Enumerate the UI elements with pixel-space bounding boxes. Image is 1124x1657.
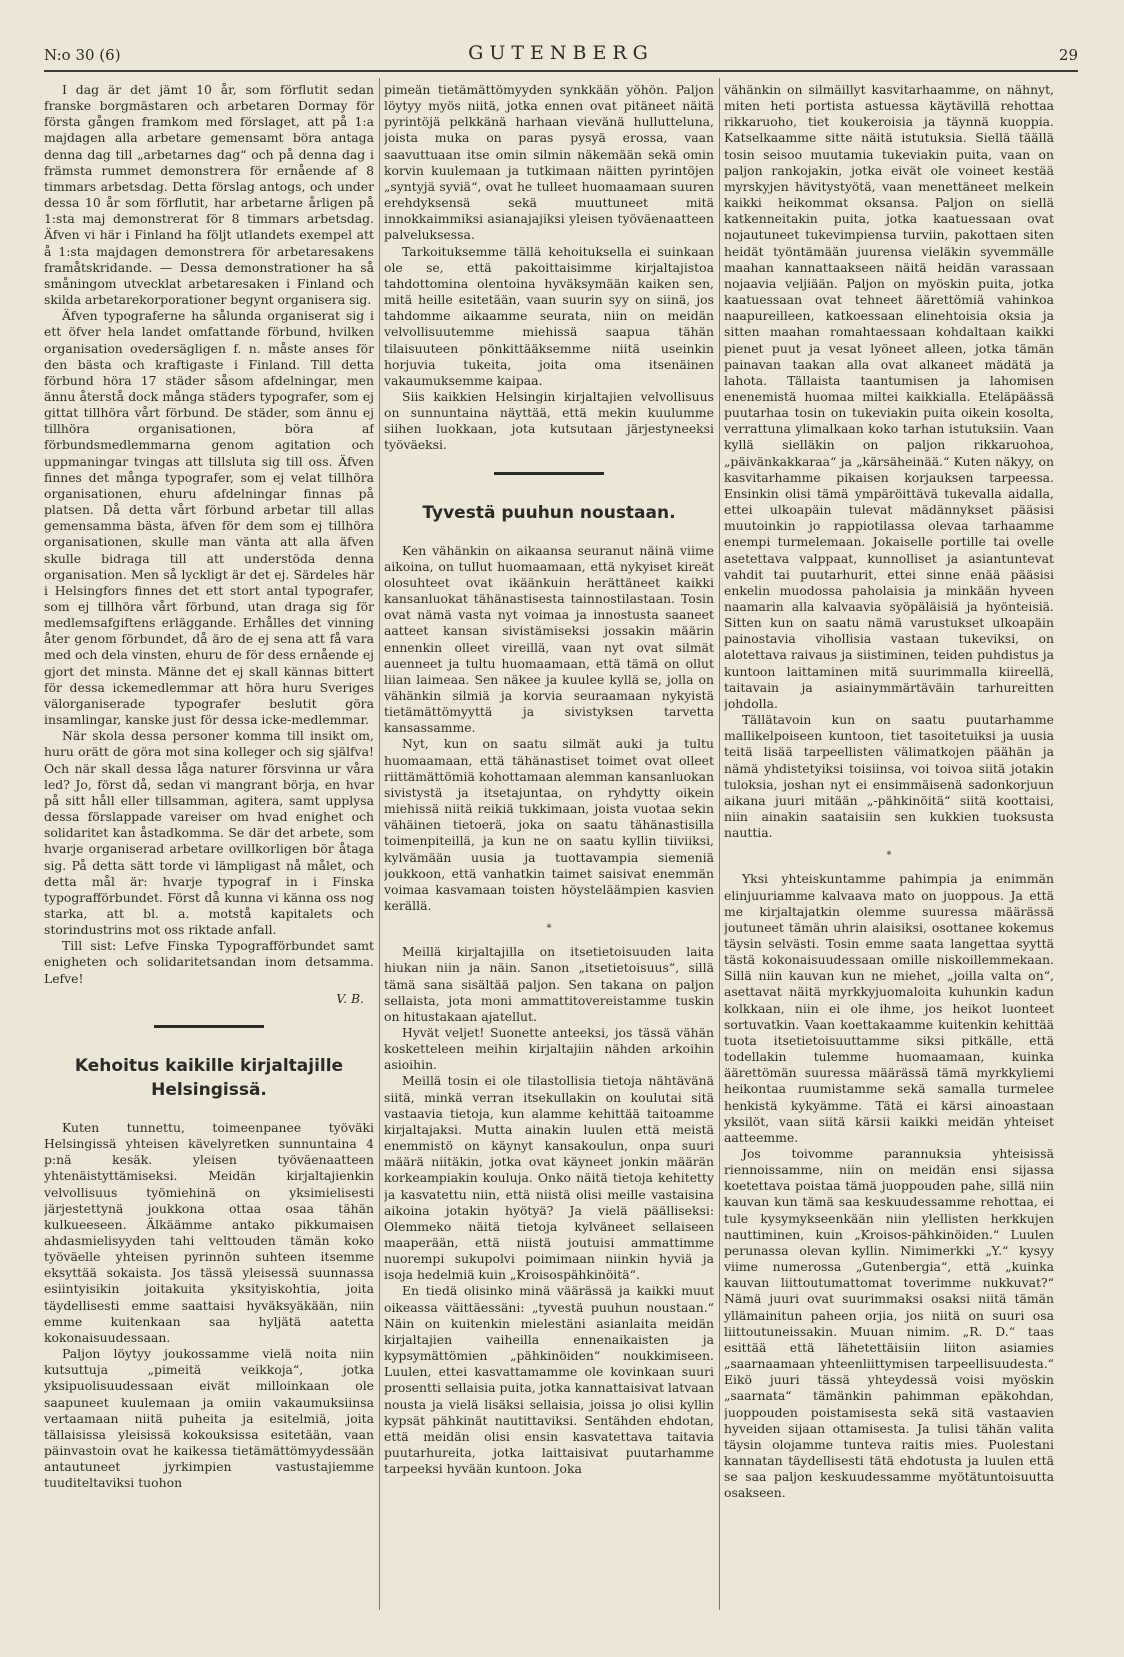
article-paragraph: Yksi yhteiskuntamme pahimpia ja enimmän elinjuuriamme kalvaava mato on juoppous. Ja että me kirjaltajatkin olemme suuressa määrässä joutuneet tämän uhrin alaisiksi, osottanee kokemus täysin selvästi. Tosin emme saata langettaa syyttä tästä kokonaisuudessaan omille niskoillemmekaan. Sillä niin kauvan kun ne miehet, „joilla valta on“, asettavat näitä myrkkyjuomaloita kuhunkin kadun kolkkaan, niin ei ole ihme, jos heikot luonteet sortuvatkin. Vaan koettakaamme kuitenkin kehittää tuota itsetietoisuuttamme siksi pitkälle, että todellakin tulemme huomaamaan, kuinka äärettömän suuressa määrässä tämä myrkkyliemi heikontaa ruumistamme sekä samalla turmelee henkistä kykyämme. Tätä ei kärsi ainoastaan yksilöt, vaan siitä kärsii kaikki meidän yhteiset aatteemme. bbox=[724, 871, 1054, 1145]
article-signature: V. B. bbox=[336, 990, 364, 1006]
article-title: Tyvestä puuhun noustaan. bbox=[422, 502, 676, 523]
article-paragraph: Äfven typograferne ha sålunda organiserat sig i ett öfver hela landet omfattande förbund, hvilken organisation ovedersägligen f. n. måste anses för den bästa och kraftigaste i Finland. Till detta förbund höra 17 städer såsom afdelningar, men ännu återstå dock många städers typografer, som ej gittat tillhöra vårt förbund. De städer, som ännu ej tillhöra organisationen, böra af förbundsmedlemmarna genom agitation och uppmaningar tvingas att tillsluta sig till oss. Äfven finnes det många typografer, som ej velat tillhöra organisationen, ehuru afdelningar finnas på platsen. Då detta vårt förbund arbetar till allas gemensamma bästa, äfven för dem som ej tillhöra organisationen, skulle man vänta att alla äfven skulle bidraga till att understöda denna organisation. Men så lyckligt är det ej. Särdeles här i Helsingfors finnes det ett stort antal typografer, som ej tillhöra vårt förbund, utan draga sig för medlemsafgiftens erläggande. Erhålles det vinning åter genom förbundet, då äro de ej sena att få vara med och dela vinsten, ehuru de för dess ernående ej gjort det minsta. Männe det ej skall kännas bittert för dessa ickemedlemmar att höra huru Sveriges välorganiserade typografer beslutit göra insamlingar, kanske just för dessa icke-medlemmar. bbox=[44, 308, 374, 728]
article-paragraph: Nyt, kun on saatu silmät auki ja tultu huomaamaan, että tähänastiset toimet ovat olleet riittämättömiä kohottamaan alemman kansanluokan sivistystä ja itsetajuntaa, on ryhdytty oikein miehissä niitä reikiä tukkimaan, joista vuotaa sekin vähäinen tietoerä, joka on saatu tähänastisilla toimenpiteillä, ja kun ne on saatu kyllin tiiviiksi, kylvämään uusia ja tuottavampia siemeniä joukkoon, että vanhatkin taimet saisivat enemmän voimaa kasvamaan toisten höysteläämpien kasvien kerällä. bbox=[384, 736, 714, 914]
section-star: * bbox=[546, 923, 552, 935]
article-paragraph: Hyvät veljet! Suonette anteeksi, jos tässä vähän kosketteleen meihin kirjaltajiin nähden arkoihin asioihin. bbox=[384, 1024, 714, 1073]
section-rule bbox=[494, 472, 604, 475]
column-divider bbox=[719, 78, 720, 1610]
article-paragraph: Kuten tunnettu, toimeenpanee työväki Helsingissä yhteisen kävelyretken sunnuntaina 4 p:nä kesäk. yleisen työväenaatteen yhtenäistyttämiseksi. Meidän kirjaltajienkin velvollisuus työmiehinä on yksimielisesti järjestettynä joukkona ottaa osaa tähän kulkueeseen. Älkäämme antako pikkumaisen ahdasmielisyyden tahi velttouden tämän koko työväelle yhteisen pyrinnön suhteen itsemme eksyttää sokaista. Jos tässä yleisessä suunnassa esiintyisikin joitakuita yksityiskohtia, joita täydellisesti emme saattaisi hyväksyäkään, niin emme kuitenkaan saa hyljätä aatetta kokonaisuudessaan. bbox=[44, 1119, 374, 1345]
article-paragraph: Tällätavoin kun on saatu puutarhamme mallikelpoiseen kuntoon, tiet tasoitetuiksi ja uusia teitä lisää tarpeellisten välimatkojen päähän ja nämä yhdistetyiksi toisiinsa, voi toivoa siitä jotakin tuloksia, joshan nyt ei ensimmäisenä sadonkorjuun aikana juuri mitään „-pähkinöitä“ siitä koottaisi, niin ainakin saataisiin sen kukkien tuoksusta nauttia. bbox=[724, 712, 1054, 841]
article-paragraph: pimeän tietämättömyyden synkkään yöhön. Paljon löytyy myös niitä, jotka ennen ovat pitäneet näitä pyrintöjä pelkkänä harhaan vievänä hullutteluna, joista muka on paras pysyä erossa, vaan saavuttuaan itse omin silmin näkemään sekä omin korvin kuulemaan ja tutkimaan näitten pyrintöjen „syntyjä syviä“, ovat he tulleet huomaamaan suuren erehdyksensä sekä muuttuneet mitä innokkaimmiksi asianajajiksi yleisen työväenaatteen palveluksessa. bbox=[384, 82, 714, 243]
article-paragraph: Jos toivomme parannuksia yhteisissä riennoissamme, niin on meidän ensi sijassa koetettava poistaa tämä juoppouden pahe, sillä niin kauvan kun tämä saa keskuudessamme rehottaa, ei tule kysymykseenkään niin ylellisten herkkujen nauttiminen, kuin „Kroisos-pähkinöiden.“ Luulen perunassa olevan kyllin. Nimimerkki „Y.“ kysyy viime numerossa „Gutenbergia“, että „kuinka kauvan liittoutumattomat toverimme nukkuvat?“ Nämä juuri ovat suurimmaksi osaksi niitä tämän yllämainitun paheen orjia, jos niitä on suuri osa liittoutuneissakin. Muuan nimim. „R. D.“ taas esittää että lähetettäisiin liiton asiamies „saarnaamaan yhteenliittymisen tarpeellisuudesta.“ Eikö juuri tässä yhteydessä voisi myöskin „saarnata“ tämänkin pahimman epäkohdan, juoppouden poistamisesta sekä sitä vastaavien hyveiden sijaan ottamisesta. Ja tulisi tähän valita täysin olojamme tunteva raitis mies. Puolestani kannatan täydellisesti tätä ehdotusta ja luulen että se saa paljon keskuudessamme myötätuntoisuutta osakseen. bbox=[724, 1146, 1054, 1501]
swedish-article bbox=[44, 82, 374, 1007]
article-paragraph: Tarkoituksemme tällä kehoituksella ei suinkaan ole se, että pakoittaisimme kirjaltajistoa tahdottomina olentoina hyväksymään kaiken sen, mitä heille esitetään, vaan suurin syy on siinä, jos tahdomme aikaamme seurata, niin on meidän velvollisuutemme miehissä saapua tähän tilaisuuteen pönkittääksemme niitä useinkin horjuvia tukeita, joita oma itsenäinen vakaumuksemme kaipaa. bbox=[384, 243, 714, 388]
section-star: * bbox=[886, 850, 892, 862]
article-paragraph: När skola dessa personer komma till insikt om, huru orätt de göra mot sina kolleger och sig själfva! Och när skall dessa låga naturer försvinna ur våra led? Jo, först då, sedan vi mangrant börja, en hvar på sitt håll eller tillsamman, agitera, samt upplysa dessa förslappade vareiser om hvad enighet och solidaritet kan åstadkomma. Se där det arbete, som hvarje organiserad arbetare ovillkorligen bör åtaga sig. På detta sätt torde vi lämpligast nå målet, och detta mål är: hvarje typograf in i Finska typografförbundet. Först då kunna vi känna oss nog starka, att bl. a. motstå kapitalets och storindustrins mot oss riktade anfall. bbox=[44, 728, 374, 938]
section-rule bbox=[154, 1025, 264, 1028]
article-paragraph: Siis kaikkien Helsingin kirjaltajien velvollisuus on sunnuntaina näyttää, että mekin kuulumme siihen luokkaan, jota kutsutaan järjestyneeksi työväeksi. bbox=[384, 388, 714, 453]
article-paragraph: Till sist: Lefve Finska Typografförbundet samt enigheten och solidaritetsandan inom detsamma. Lefve! bbox=[44, 938, 374, 986]
article-paragraph: Paljon löytyy joukossamme vielä noita niin kutsuttuja „pimeitä veikkoja“, jotka yksipuolisuudessaan eivät milloinkaan ole saapuneet kuulemaan ja omiin vakaumuksiinsa vertaamaan niitä puheita ja esitelmiä, joita tällaisissa yleisissä kokouksissa esitetään, vaan päinvastoin ovat he kaikessa tietämättömyydessään antautuneet jyrkimpien vastustajiemme tuuditeltaviksi tuohon bbox=[44, 1346, 374, 1491]
issue-number: N:o 30 (6) bbox=[44, 46, 121, 64]
page-number: 29 bbox=[1058, 46, 1078, 64]
article-title: Kehoitus kaikille kirjaltajille Helsingissä. bbox=[74, 1055, 344, 1100]
column-1 bbox=[44, 82, 374, 1612]
article-paragraph: Ken vähänkin on aikaansa seuranut näinä viime aikoina, on tullut huomaamaan, että nykyiset kireät olosuhteet ovat ikäänkuin herättäneet kaikki kansanluokat tähänastisesta tainnostilastaan. Tosin ovat nämä vasta nyt voimaa ja innostusta saaneet aatteet kansan sivistämiseksi jossakin määrin ennenkin olleet vireillä, vaan nyt ovat silmät auenneet ja tultu huomaamaan, että tämä on ollut liian laimeaa. Sen näkee ja kuulee kyllä se, jolla on vähänkin silmiä ja korvia seuraamaan nykyistä tietämättömyyttä ja sivistyksen tarvetta kansassamme. bbox=[384, 542, 714, 736]
article-paragraph: vähänkin on silmäillyt kasvitarhaamme, on nähnyt, miten heti portista astuessa käytävillä rehottaa rikkaruoho, tiet koukeroisia ja täynnä kuoppia. Katselkaamme sitte näitä istutuksia. Siellä täällä tosin seisoo muutamia tukeviakin puita, vaan on paljon rankojakin, jotka eivät ole voineet kestää myrskyjen hävitystyötä, vaan menettäneet melkein kaikki heikommat oksansa. Paljon on siellä katkenneitakin puita, jotka kaatuessaan ovat nojautuneet tukevimpiensa turviin, pakottaen siten heidät työntämään juurensa vieläkin syvemmälle maahan kannattaakseen näitä heidän varassaan nojaavia veljiään. Paljon on myöskin puita, jotka kaatuessaan ovat tehneet äärettömiä vahinkoa naapureilleen, katkoessaan elinehtoisia oksia ja sitten maahan romahtaessaan kohdaltaan kaikki pienet puut ja vesat lyöneet alleen, jotka tämän painavan taakan alla ovat alkaneet mädätä ja lahota. Tällaista taantumisen ja lahomisen enenemistä huomaa miltei kaikkialla. Eteläpäässä puutarhaa tosin on tukeviakin puita oikein kosolta, verrattuna ylimalkaan koko tarhan istutuksiin. Vaan kyllä sielläkin on paljon rikkaruohoa, „päivänkakkaraa“ ja „kärsäheinää.“ Kuten näkyy, on kasvitarhamme pikaisen korjauksen tarpeessa. Ensinkin olisi tämä ympäröittävä tukevalla aidalla, ettei ulkoapäin tulevat mädännykset pääsisi muutoinkin jo rappiotilassa olevaa tarhaamme enempi turmelemaan. Jokaiselle portille tai ovelle asetettava valppaat, kunnolliset ja asiantuntevat vahdit tai puutarhurit, ettei sinne enää pääsisi enkelin muodossa paholaisia ja minkään hyveen naamarin alla kalvaavia syöpäläisiä ja hyönteisiä. Sitten kun on saatu nämä varustukset ulkoapäin painostavia vihollisia vastaan tukeviksi, on alotettava raivaus ja siistiminen, teiden puhdistus ja kuntoon laittaminen mitä suurimmalla kiireellä, taitavain ja asiainymmärtäväin tarhureitten johdolla. bbox=[724, 82, 1054, 711]
article-paragraph: I dag är det jämt 10 år, som förflutit sedan franske borgmästaren och arbetaren Dormay för första gången framkom med förslaget, att på 1:a majdagen alla arbetare gemensamt böra antaga denna dag till „arbetarnes dag“ och på denna dag i främsta rummet demonstrera för ernående af 8 timmars arbetsdag. Detta förslag antogs, och under dessa 10 år som förflutit, har arbetarne årligen på 1:sta maj demonstrerat för 8 timmars arbetsdag. Äfven vi här i Finland ha följt utlandets exempel att å 1:sta majdagen demonstrera för arbetaresakens framåtskridande. — Dessa demonstrationer ha så småningom utvecklat arbetaresaken i Finland och skilda arbetarekorporationer begynt organisera sig. bbox=[44, 82, 374, 308]
column-2 bbox=[384, 82, 714, 1612]
journal-title: GUTENBERG bbox=[468, 42, 654, 64]
page-header bbox=[44, 42, 1078, 72]
article-paragraph: Meillä kirjaltajilla on itsetietoisuuden laita hiukan niin ja näin. Sanon „itsetietoisuus“, sillä tämä sana sisältää paljon. Sen takana on paljon sellaista, jota moni ammattitovereistamme tuskin on hitustakaan ajatellut. bbox=[384, 944, 714, 1024]
article-paragraph: En tiedä olisinko minä väärässä ja kaikki muut oikeassa väittäessäni: „tyvestä puuhun noustaan.“ Näin on kuitenkin mielestäni asianlaita meidän kirjaltajien vaiheilla ennenaikaisten ja kypsymättömien „pähkinöiden“ noukkimiseen. Luulen, ettei kasvattamamme ole kovinkaan suuri prosentti sellaisia puita, jotka kannattaisivat latvaan nousta ja vielä lisäksi sellaisia, joissa jo olisi kyllin kypsät pähkinät nautittaviksi. Sentähden ehdotan, että meidän olisi ensin kasvatettava taitavia puutarhureita, jotka laittaisivat puutarhamme tarpeeksi hyvään kuntoon. Joka bbox=[384, 1283, 714, 1477]
column-divider bbox=[379, 78, 380, 1610]
article-paragraph: Meillä tosin ei ole tilastollisia tietoja nähtävänä siitä, minkä verran itsekullakin on koulutai sitä vastaavia tietoja, kun alamme kehittää taitoamme kirjaltajaksi. Mutta ainakin luulen että meistä enemmistö on käynyt kansakoulun, onpa suuri määrä niitäkin, jotka ovat käyneet jonkin määrän korkeampiakin kouluja. Onko näitä tietoja kehitetty ja kasvatettu niin, että niistä olisi meille vastaisina aikoina jotakin hyötyä? Ja vielä päälliseksi: Olemmeko näitä tietoja kylväneet sellaiseen maaperään, että niistä joutuisi ammattimme nuorempi sukupolvi poimimaan niinkin hyviä ja isoja hedelmiä kuin „Kroisospähkinöitä“. bbox=[384, 1073, 714, 1283]
column-3 bbox=[724, 82, 1054, 1612]
